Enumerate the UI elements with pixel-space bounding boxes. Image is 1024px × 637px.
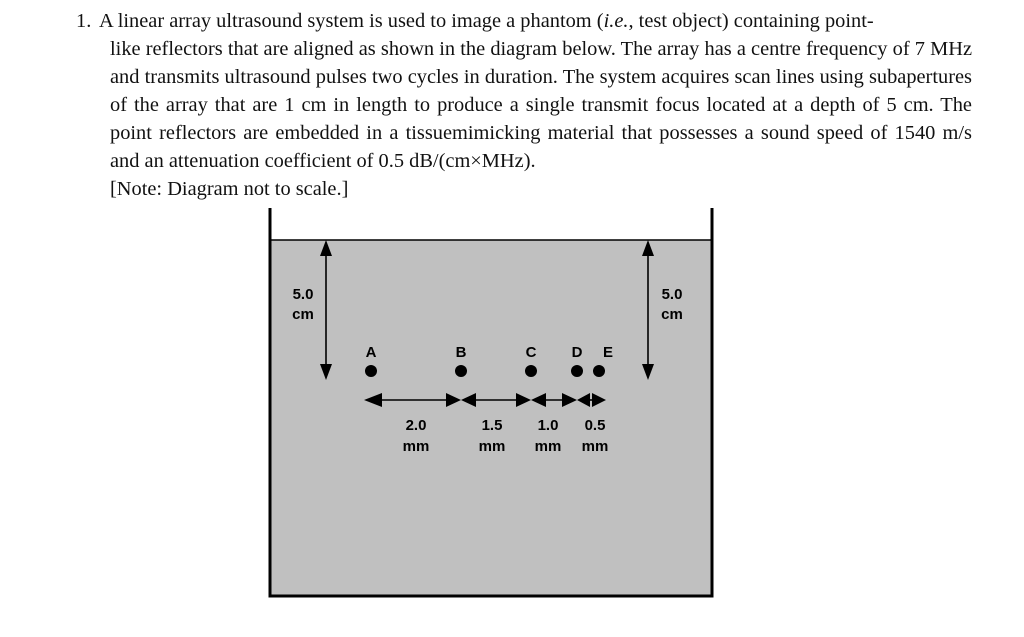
reflector-label-e: E [602, 344, 614, 361]
reflector-d [571, 344, 583, 377]
problem-note: [Note: Diagram not to scale.] [110, 178, 349, 200]
depth-label-right-unit: cm [661, 306, 683, 323]
reflector-b [455, 344, 467, 377]
reflector-label-c: C [525, 344, 537, 361]
problem-first-line-b: , test object) containing point- [628, 10, 874, 32]
problem-body: like reflectors that are aligned as shown in the diagram below. The array has a centre frequency of 7 MHz and transmits ultrasound pulses two cycles in duration. The system acquires scan lines using subapertures of the array that are 1 cm in length to produce a single transmit focus located at a depth of 5 cm. The point reflectors are embedded in a tissuemimicking material that possesses a sound speed of 1540 m/s and an attenuation coefficient of 0.5 dB/(cm×MHz). [110, 38, 972, 172]
depth-label-left-value: 5.0 [292, 286, 314, 303]
spacing-label-bc-unit: mm [478, 438, 506, 455]
spacing-label-ab-unit: mm [402, 438, 430, 455]
problem-first-line-ie: i.e. [603, 10, 629, 32]
depth-label-left-unit: cm [292, 306, 314, 323]
problem-first-line-a: A linear array ultrasound system is used to image a phantom ( [99, 10, 604, 32]
spacing-label-bc-value: 1.5 [481, 417, 503, 434]
reflector-a [365, 344, 377, 377]
reflector-label-b: B [455, 344, 467, 361]
depth-label-right-value: 5.0 [661, 286, 683, 303]
problem-number: 1. [76, 10, 92, 32]
reflector-label-d: D [571, 344, 583, 361]
spacing-label-cd-value: 1.0 [537, 417, 559, 434]
spacing-label-cd-unit: mm [534, 438, 562, 455]
spacing-label-de-unit: mm [581, 438, 609, 455]
spacing-label-ab-value: 2.0 [405, 417, 427, 434]
reflector-c [525, 344, 537, 377]
spacing-label-de-value: 0.5 [584, 417, 606, 434]
reflector-label-a: A [365, 344, 377, 361]
